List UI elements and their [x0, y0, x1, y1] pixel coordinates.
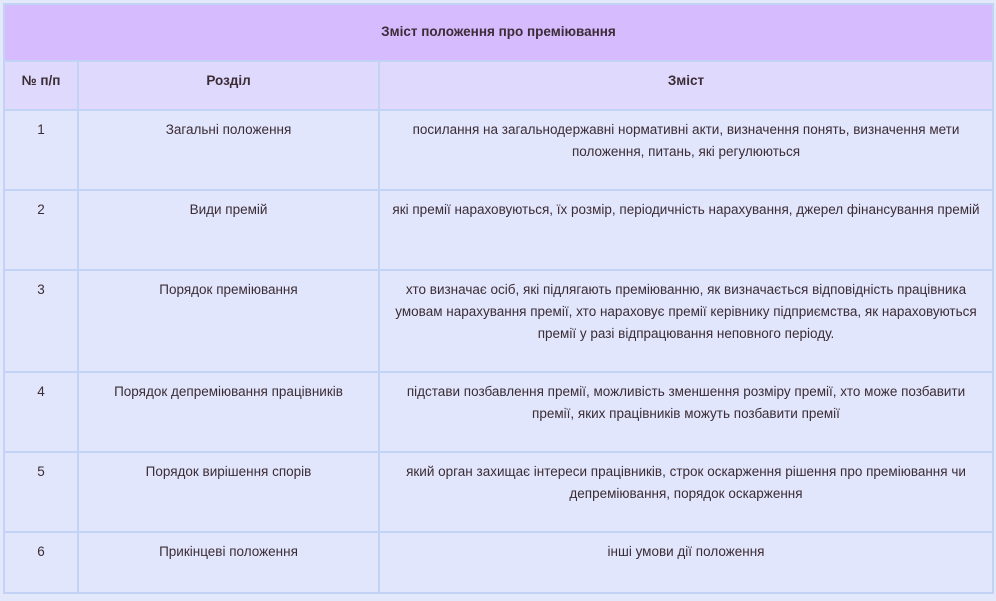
row-content: посилання на загальнодержавні нормативні акти, визначення понять, визначення мети положення, питань, які регулюються	[379, 110, 993, 190]
row-content: які премії нараховуються, їх розмір, періодичність нарахування, джерел фінансування премій	[379, 190, 993, 270]
row-content: підстави позбавлення премії, можливість зменшення розміру премії, хто може позбавити премії, яких працівників можуть позбавити премії	[379, 372, 993, 452]
row-number: 3	[4, 270, 78, 372]
bonus-regulation-table	[3, 3, 994, 594]
row-content: інші умови дії положення	[379, 532, 993, 593]
table-row	[4, 372, 993, 452]
row-number: 4	[4, 372, 78, 452]
row-content: який орган захищає інтереси працівників, строк оскарження рішення про преміювання чи депреміювання, порядок оскарження	[379, 452, 993, 532]
table-title: Зміст положення про преміювання	[4, 4, 993, 61]
row-content: хто визначає осіб, які підлягають преміюванню, як визначається відповідність працівника умовам нарахування премії, хто нараховує премії керівнику підприємства, як нараховуються премії у разі відпрацювання неповного періоду.	[379, 270, 993, 372]
table-row	[4, 110, 993, 190]
header-number: № п/п	[4, 61, 78, 110]
table-row	[4, 452, 993, 532]
row-number: 1	[4, 110, 78, 190]
table-row	[4, 190, 993, 270]
row-number: 2	[4, 190, 78, 270]
row-section: Види премій	[78, 190, 379, 270]
row-number: 5	[4, 452, 78, 532]
row-section: Прикінцеві положення	[78, 532, 379, 593]
table-row	[4, 532, 993, 593]
row-section: Загальні положення	[78, 110, 379, 190]
row-section: Порядок депреміювання працівників	[78, 372, 379, 452]
row-section: Порядок вирішення спорів	[78, 452, 379, 532]
header-content: Зміст	[379, 61, 993, 110]
row-number: 6	[4, 532, 78, 593]
table-row	[4, 270, 993, 372]
header-section: Розділ	[78, 61, 379, 110]
row-section: Порядок преміювання	[78, 270, 379, 372]
